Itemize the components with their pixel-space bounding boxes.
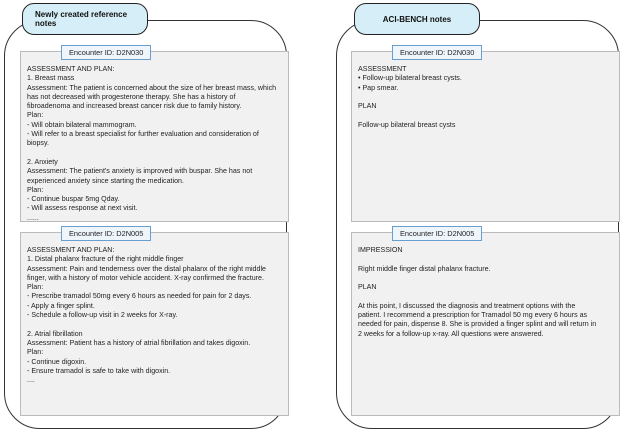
reference-note-d2n005 [20, 229, 289, 416]
note-line: 1. Distal phalanx fracture of the right middle finger [27, 255, 184, 264]
note-line: biopsy. [27, 139, 49, 148]
reference-notes-title: Newly created reference notes [22, 3, 148, 35]
note-line: has not decreased with progesterone therapy. She has a history of [27, 92, 236, 101]
note-line: Plan: [27, 111, 44, 120]
note-line [358, 93, 619, 102]
note-text [358, 246, 619, 339]
note-text [27, 65, 288, 223]
note-line: Plan: [27, 185, 44, 194]
note-line: - Will refer to a breast specialist for further evaluation and consideration of [27, 130, 259, 139]
note-line: IMPRESSION [358, 246, 403, 254]
note-line: - Ensure tramadol is safe to take with digoxin. [27, 366, 171, 375]
note-line: needed for pain, dispense 8. She is provided a finger splint and will return in [358, 320, 597, 329]
note-line: - Will obtain bilateral mammogram. [27, 120, 137, 129]
note-line [358, 255, 619, 264]
aci-bench-note-d2n005 [351, 229, 620, 416]
note-line: Plan: [27, 283, 44, 292]
note-line: Assessment: The patient's anxiety is improved with buspar. She has not [27, 167, 253, 176]
note-line: Assessment: Pain and tenderness over the distal phalanx of the right middle [27, 264, 266, 273]
note-line: • Pap smear. [358, 83, 399, 92]
note-line: ...... [27, 213, 39, 222]
encounter-id-label: Encounter ID: D2N005 [61, 226, 151, 241]
note-line: - Will assess response at next visit. [27, 204, 138, 213]
note-line: patient. I recommend a prescription for Tramadol 50 mg every 6 hours as [358, 311, 588, 320]
aci-bench-note-d2n030 [351, 48, 620, 222]
note-line: - Schedule a follow-up visit in 2 weeks for X-ray. [27, 311, 178, 320]
reference-note-d2n030 [20, 48, 289, 222]
note-line: finger, with a history of motor vehicle accident. X-ray confirmed the fracture. [27, 273, 264, 282]
note-line: PLAN [358, 283, 377, 292]
note-line: - Prescribe tramadol 50mg every 6 hours as needed for pain for 2 days. [27, 292, 252, 301]
note-line: Assessment: The patient is concerned about the size of her breast mass, which [27, 83, 277, 92]
note-line: - Continue buspar 5mg Qday. [27, 195, 120, 204]
note-line: Assessment: Patient has a history of atrial fibrillation and takes digoxin. [27, 338, 251, 347]
note-line: experienced anxiety since starting the medication. [27, 176, 184, 185]
note-line: 2. Atrial fibrillation [27, 329, 83, 338]
note-line: Plan: [27, 348, 44, 357]
note-line: 1. Breast mass [27, 74, 75, 83]
note-line: 2 weeks for a follow-up x-ray. All questions were answered. [358, 329, 544, 338]
encounter-id-label: Encounter ID: D2N005 [392, 226, 482, 241]
note-text [27, 246, 288, 385]
encounter-id-label: Encounter ID: D2N030 [392, 45, 482, 60]
note-line [358, 274, 619, 283]
note-line [358, 111, 619, 120]
note-text [358, 65, 619, 130]
note-line [27, 149, 288, 158]
note-line: - Apply a finger splint. [27, 301, 95, 310]
note-line [358, 292, 619, 301]
note-line: Right middle finger distal phalanx fracture. [358, 264, 491, 273]
note-line: .... [27, 376, 35, 385]
note-line: 2. Anxiety [27, 157, 58, 166]
note-line: ASSESSMENT AND PLAN: [27, 246, 115, 254]
note-line: ASSESSMENT AND PLAN: [27, 65, 115, 73]
aci-bench-notes-title: ACI-BENCH notes [354, 3, 480, 35]
encounter-id-label: Encounter ID: D2N030 [61, 45, 151, 60]
note-line: Follow-up bilateral breast cysts [358, 120, 456, 129]
note-line: - Continue digoxin. [27, 357, 87, 366]
note-line [27, 320, 288, 329]
note-line: fibroadenoma and increased breast cancer risk due to family history. [27, 102, 242, 111]
note-line: ASSESSMENT [358, 65, 407, 73]
note-line: • Follow-up bilateral breast cysts. [358, 74, 462, 83]
note-line: PLAN [358, 102, 377, 111]
note-line: At this point, I discussed the diagnosis and treatment options with the [358, 301, 576, 310]
